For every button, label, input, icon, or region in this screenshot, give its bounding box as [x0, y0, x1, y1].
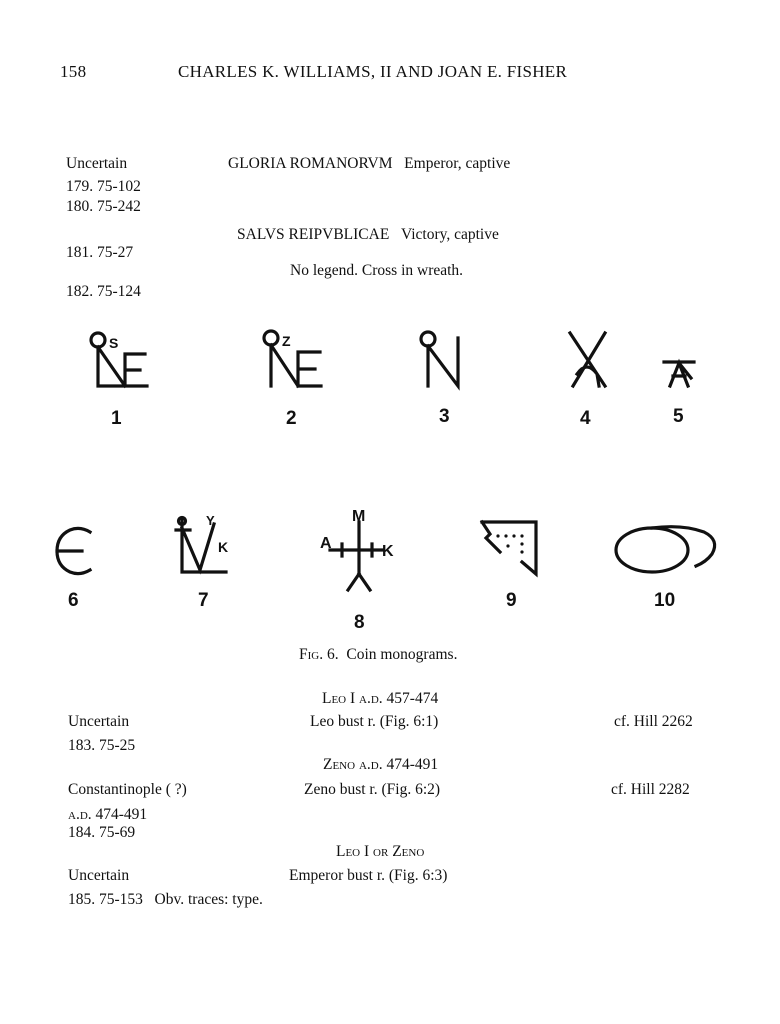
figure-label-2: 2 [286, 408, 297, 429]
entry-181: 181. 75-27 [66, 244, 134, 261]
uncertain-label: Uncertain [66, 155, 128, 172]
figure-label-3: 3 [439, 406, 450, 427]
legend-gloria: GLORIA ROMANORVM [228, 155, 393, 172]
entry-182: 182. 75-124 [66, 283, 141, 300]
no-legend-text: No legend. Cross in wreath. [290, 262, 464, 279]
zeno-heading-name: Zeno [323, 756, 356, 773]
monogram-1 [85, 328, 155, 390]
entry-179: 179. 75-102 [66, 178, 141, 195]
monogram-6 [52, 526, 97, 576]
entry-183: 183. 75-25 [68, 737, 136, 754]
monogram-2 [258, 326, 328, 390]
zeno-description: Zeno bust r. (Fig. 6:2) [304, 781, 441, 798]
leo-heading-dates: a.d. 457-474 [359, 690, 439, 707]
monogram-2-letter: Z [282, 333, 291, 349]
figure-caption [299, 646, 457, 664]
monogram-3 [418, 328, 468, 390]
zeno-reference: cf. Hill 2282 [611, 781, 690, 798]
figure-caption-text: Coin monograms. [346, 646, 458, 663]
constantinople-label: Constantinople ( ?) [68, 781, 187, 798]
leo-heading-name: Leo I [322, 690, 356, 707]
figure-label-8: 8 [354, 612, 365, 633]
monogram-7-letter-k: K [218, 539, 229, 555]
monogram-7-letter-y: Y [206, 513, 215, 528]
monogram-10 [612, 522, 722, 578]
figure-label-7: 7 [198, 590, 209, 611]
monogram-9 [478, 516, 542, 578]
leo-or-zeno-heading: Leo I or Zeno [336, 843, 425, 860]
figure-label-6: 6 [68, 590, 79, 611]
uncertain-label-185: Uncertain [68, 867, 130, 884]
monogram-7 [168, 510, 238, 576]
monogram-8-letter-right: K [382, 543, 394, 560]
leo-description: Leo bust r. (Fig. 6:1) [310, 713, 439, 730]
monogram-8-letter-top: M [352, 508, 366, 525]
leo-reference: cf. Hill 2262 [614, 713, 693, 730]
leo-heading [322, 690, 438, 708]
entry-180: 180. 75-242 [66, 198, 141, 215]
monogram-4 [565, 330, 610, 390]
figure-label-4: 4 [580, 408, 591, 429]
zeno-heading [323, 756, 438, 774]
type-title-salus [237, 226, 499, 244]
emperor-description: Emperor bust r. (Fig. 6:3) [289, 867, 448, 884]
monogram-5 [660, 358, 700, 388]
monogram-8-letter-left: A [320, 535, 332, 552]
entry-185 [68, 891, 263, 909]
figure-label-9: 9 [506, 590, 517, 611]
figure-label-5: 5 [673, 406, 684, 427]
entry-184: 184. 75-69 [68, 824, 136, 841]
ad-dates: a.d. 474-491 [68, 806, 148, 823]
figure-caption-prefix: Fig. 6. [299, 646, 339, 663]
entry-185-note: Obv. traces: type. [154, 891, 263, 908]
legend-salus: SALVS REIPVBLICAE [237, 226, 390, 243]
figure-label-10: 10 [654, 590, 676, 611]
type-desc-salus: Victory, captive [400, 226, 499, 243]
monogram-1-letter: S [109, 335, 119, 351]
uncertain-label-183: Uncertain [68, 713, 130, 730]
running-title: CHARLES K. WILLIAMS, II AND JOAN E. FISHER [178, 62, 568, 81]
figure-label-1: 1 [111, 408, 122, 429]
type-title-gloria [228, 155, 510, 173]
zeno-heading-dates: a.d. 474-491 [358, 756, 439, 773]
entry-185-number: 185. 75-153 [68, 891, 143, 908]
type-desc-gloria: Emperor, captive [404, 155, 511, 172]
monogram-8 [316, 504, 398, 594]
page-number: 158 [60, 62, 87, 81]
